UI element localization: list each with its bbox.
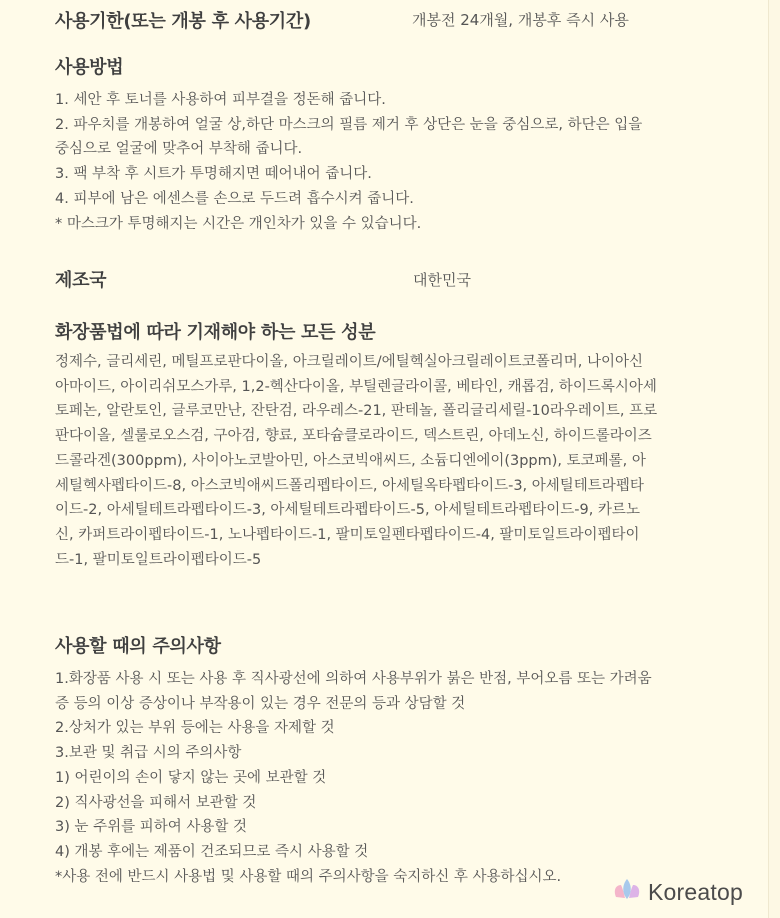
ingredients-line: 이드-2, 아세틸테트라펩타이드-3, 아세틸테트라펩타이드-5, 아세틸테트라펩타이드-9, 카르노 <box>55 502 640 519</box>
ingredients-line: 아마이드, 아이리쉬모스가루, 1,2-헥산다이올, 부틸렌글라이콜, 베타인, 캐롭검, 하이드록시아세 <box>55 378 657 395</box>
caution-line: 1.화장품 사용 시 또는 사용 후 직사광선에 의하여 사용부위가 붉은 반점, 부어오름 또는 가려움 <box>55 671 652 687</box>
ingredients-line: 세틸헥사펩타이드-8, 아스코빅애씨드폴리펩타이드, 아세틸옥타펩타이드-3, 아세틸테트라펩타 <box>55 477 644 494</box>
koreatop-watermark <box>612 876 743 908</box>
origin-heading: 제조국 <box>55 270 107 291</box>
caution-text <box>55 667 735 889</box>
watermark-text: Koreatop <box>648 878 743 905</box>
lotus-icon <box>612 877 642 907</box>
caution-line: 3) 눈 주위를 피하여 사용할 것 <box>55 819 248 836</box>
ingredients-line: 드-1, 팔미토일트라이펩타이드-5 <box>55 551 262 568</box>
ingredients-heading: 화장품법에 따라 기재해야 하는 모든 성분 <box>55 322 376 343</box>
usage-line: 2. 파우치를 개봉하여 얼굴 상,하단 마스크의 필름 제거 후 상단은 눈을 중심으로, 하단은 입을 <box>55 116 643 133</box>
expiry-value: 개봉전 24개월, 개봉후 즉시 사용 <box>412 11 629 29</box>
usage-line: 1. 세안 후 토너를 사용하여 피부결을 정돈해 줍니다. <box>55 92 386 108</box>
ingredients-text <box>55 350 735 572</box>
caution-line: 2) 직사광선을 피해서 보관할 것 <box>55 794 257 811</box>
ingredients-line: 정제수, 글리세린, 메틸프로판다이올, 아크릴레이트/에틸헥실아크릴레이트코폴리머, 나이아신 <box>55 354 644 370</box>
origin-value: 대한민국 <box>413 271 471 289</box>
caution-line: *사용 전에 반드시 사용법 및 사용할 때의 주의사항을 숙지하신 후 사용하십시오. <box>55 868 562 885</box>
expiry-heading: 사용기한(또는 개봉 후 사용기간) <box>55 11 311 32</box>
caution-heading: 사용할 때의 주의사항 <box>55 636 221 657</box>
usage-heading: 사용방법 <box>55 57 124 78</box>
caution-line: 증 등의 이상 증상이나 부작용이 있는 경우 전문의 등과 상담할 것 <box>55 695 466 712</box>
usage-line: 4. 피부에 남은 에센스를 손으로 두드려 흡수시켜 줍니다. <box>55 190 414 207</box>
caution-line: 3.보관 및 취급 시의 주의사항 <box>55 745 242 762</box>
caution-line: 1) 어린이의 손이 닿지 않는 곳에 보관할 것 <box>55 769 327 786</box>
ingredients-line: 드콜라겐(300ppm), 사이아노코발아민, 아스코빅애씨드, 소듐디엔에이(3ppm), 토코페롤, 아 <box>55 452 646 469</box>
page-edge <box>768 0 780 918</box>
ingredients-line: 신, 카퍼트라이펩타이드-1, 노나펩타이드-1, 팔미토일펜타펩타이드-4, 팔미토일트라이펩타이 <box>55 526 640 543</box>
caution-line: 4) 개봉 후에는 제품이 건조되므로 즉시 사용할 것 <box>55 843 369 860</box>
caution-line: 2.상처가 있는 부위 등에는 사용을 자제할 것 <box>55 720 335 737</box>
usage-text <box>55 88 735 236</box>
usage-line: 3. 팩 부착 후 시트가 투명해지면 떼어내어 줍니다. <box>55 166 372 183</box>
ingredients-line: 판다이올, 셀룰로오스검, 구아검, 향료, 포타슘클로라이드, 덱스트린, 아데노신, 하이드롤라이즈 <box>55 428 652 445</box>
usage-line: * 마스크가 투명해지는 시간은 개인차가 있을 수 있습니다. <box>55 215 422 232</box>
usage-line: 중심으로 얼굴에 맞추어 부착해 줍니다. <box>55 141 303 158</box>
ingredients-line: 토페논, 알란토인, 글루코만난, 잔탄검, 라우레스-21, 판테놀, 폴리글리세릴-10라우레이트, 프로 <box>55 403 658 420</box>
